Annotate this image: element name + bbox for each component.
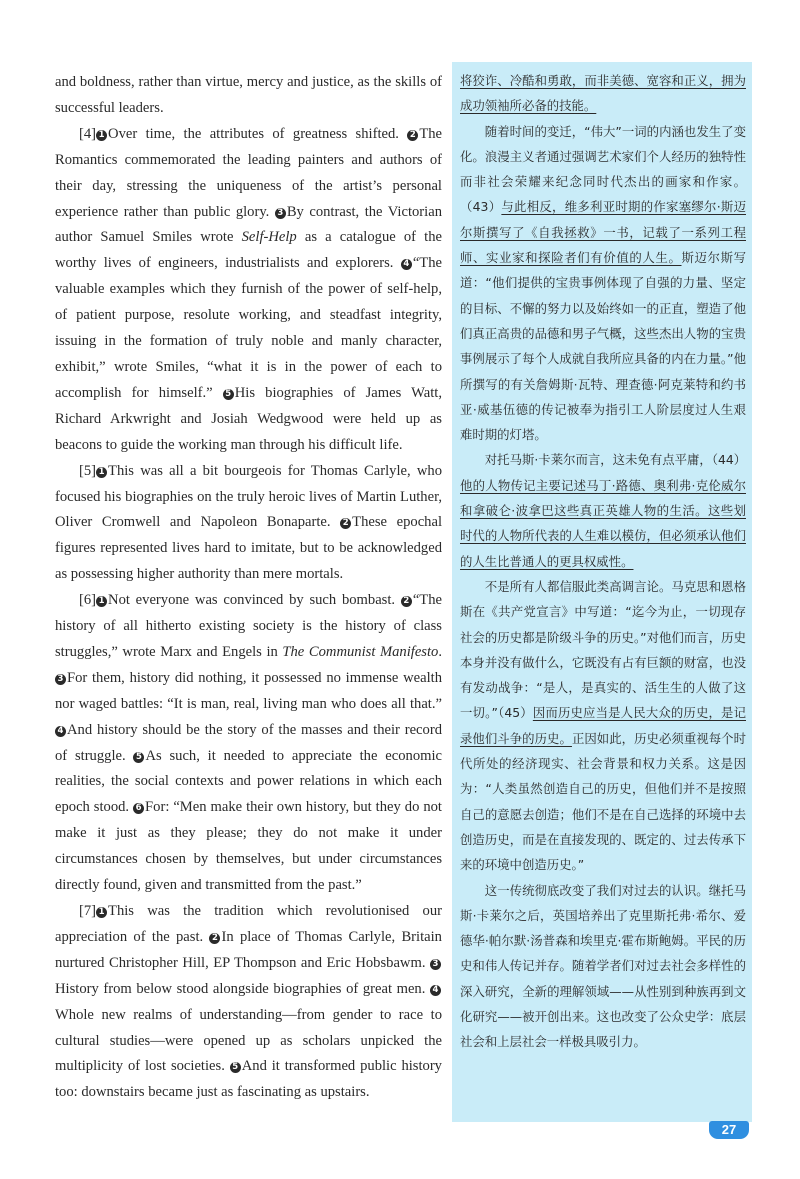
book-title: The Communist Manifesto xyxy=(282,643,439,660)
sentence: His biographies of James Watt, Richard Arkwright and Josiah Wedgwood were held up as beacons to guide the working man through his difficult life. xyxy=(55,384,442,453)
sentence-number-badge: 4 xyxy=(401,259,412,270)
paragraph-6 xyxy=(55,588,442,899)
sentence: This was the tradition which revolutionised our appreciation of the past. xyxy=(55,903,442,945)
paragraph-7 xyxy=(55,899,442,1106)
sentence-number-badge: 6 xyxy=(133,803,144,814)
sentence: For: “Men make their own history, but they do not make it just as they please; they do not make it under circumstances chosen by themselves, but under circumstances directly found, given and transmitted from the past.” xyxy=(55,799,442,894)
sentence-number-badge: 5 xyxy=(230,1062,241,1073)
sentence: These epochal figures represented lives hard to imitate, but to be acknowledged as possessing higher authority than mere mortals. xyxy=(55,514,443,583)
sentence-number-badge: 5 xyxy=(133,752,144,763)
paragraph-marker: [7] xyxy=(79,903,97,919)
sentence: The Romantics commemorated the leading painters and authors of their day, stressing the uniqueness of the artist’s personal experience rather than public glory. xyxy=(55,125,443,220)
sentence: This was all a bit bourgeois for Thomas Carlyle, who focused his biographies on the truly heroic lives of Martin Luther, Oliver Cromwell and Napoleon Bonaparte. xyxy=(55,462,442,531)
sentence-number-badge: 3 xyxy=(55,674,66,685)
sentence-number-badge: 4 xyxy=(430,985,441,996)
sentence: For them, history did nothing, it possessed no immense wealth nor waged battles: “It is man, real, living man who does all that.” xyxy=(55,669,442,712)
page-number-badge: 27 xyxy=(709,1121,749,1139)
underlined-translation: 他的人物传记主要记述马丁·路德、奥利弗·克伦威尔和拿破仑·波拿巴这些真正英雄人物的生活。这些划时代的人物所代表的人生难以模仿，但必须承认他们的人生比普通人的更具权威性。 xyxy=(460,477,746,569)
translation-paragraph xyxy=(460,119,746,448)
paragraph-4 xyxy=(55,122,442,459)
paragraph-marker: [6] xyxy=(79,592,97,609)
translation-text: 斯迈尔斯写道：“他们提供的宝贵事例体现了自强的力量、坚定的目标、不懈的努力以及始终如一的正直，塑造了他们真正高贵的品德和男子气概，这些杰出人物的宝贵事例展示了每个人成就自我所应具备的内在力量。”他所撰写的有关詹姆斯·瓦特、理查德·阿克莱特和约书亚·威基伍德的传记被奉为指引工人阶层度过人生艰难时期的灯塔。 xyxy=(460,250,747,443)
sentence: As such, it needed to appreciate the economic realities, the social contexts and power relations in which each epoch stood. xyxy=(55,747,442,816)
english-column xyxy=(55,70,442,1106)
underlined-translation: 将狡诈、冷酷和勇敢，而非美德、宽容和正义，拥为成功领袖所必备的技能。 xyxy=(460,73,746,114)
sentence: . xyxy=(438,643,442,660)
chinese-translation-panel xyxy=(452,62,752,1122)
sentence-number-badge: 1 xyxy=(96,596,107,607)
paragraph-marker: [5] xyxy=(79,462,97,479)
translation-paragraph xyxy=(460,878,746,1055)
sentence-number-badge: 4 xyxy=(55,726,66,737)
underlined-translation: 与此相反，维多利亚时期的作家塞缪尔·斯迈尔斯撰写了《自我拯救》一书，记载了一系列工程师、实业家和探险者们有价值的人生。 xyxy=(460,199,746,266)
sentence-number-badge: 2 xyxy=(407,130,418,141)
underlined-translation: 因而历史应当是人民大众的历史，是记录他们斗争的历史。 xyxy=(460,705,746,746)
sentence-number-badge: 3 xyxy=(275,208,286,219)
translation-text: 不是所有人都信服此类高调言论。马克思和恩格斯在《共产党宣言》中写道：“迄今为止，一切现存社会的历史都是阶级斗争的历史。”对他们而言，历史本身并没有做什么，它既没有占有巨额的财富，也没有发动战争：“是人，是真实的、活生生的人做了这一切。”（45） xyxy=(460,578,746,721)
sentence-number-badge: 1 xyxy=(96,467,107,478)
translation-text: 正因如此，历史必须重视每个时代所处的经济现实、社会背景和权力关系。这是因为：“人类虽然创造自己的历史，但他们并不是按照自己的意愿去创造；他们不是在自己选择的环境中去创造历史，而是在直接发现的、既定的、过去传承下来的环境中创造历史。” xyxy=(460,730,747,873)
sentence-number-badge: 2 xyxy=(401,596,412,607)
sentence: Whole new realms of understanding—from gender to race to cultural studies—were opened up as scholars unpicked the multiplicity of lost societies. xyxy=(55,1006,442,1075)
sentence: And it transformed public history too: downstairs became just as fascinating as upstairs. xyxy=(55,1058,442,1101)
sentence: And history should be the story of the masses and their record of struggle. xyxy=(55,721,442,764)
sentence: as a catalogue of the worthy lives of engineers, industrialists and explorers. xyxy=(55,229,442,272)
sentence: By contrast, the Victorian author Samuel Smiles wrote xyxy=(55,203,442,246)
sentence-number-badge: 1 xyxy=(96,907,107,918)
translation-text: 这一传统彻底改变了我们对过去的认识。继托马斯·卡莱尔之后，英国培养出了克里斯托弗·希尔、爱德华·帕尔默·汤普森和埃里克·霍布斯鲍姆。平民的历史和伟人传记并存。随着学者们对过去社会多样性的深入研究，全新的理解领域——从性别到种族再到文化研究——被开创出来。这也改变了公众史学：底层社会和上层社会一样极具吸引力。 xyxy=(460,882,746,1050)
sentence-number-badge: 2 xyxy=(340,518,351,529)
sentence: In place of Thomas Carlyle, Britain nurtured Christopher Hill, EP Thompson and Eric Hobsbawm. xyxy=(55,928,442,971)
sentence-number-badge: 5 xyxy=(223,389,234,400)
sentence: History from below stood alongside biographies of great men. xyxy=(55,980,426,997)
paragraph-5 xyxy=(55,459,442,589)
translation-paragraph xyxy=(460,447,746,573)
book-title: Self-Help xyxy=(241,229,297,246)
sentence: “The valuable examples which they furnish of the power of self-help, of patient purpose, resolute working, and steadfast integrity, issuing in the formation of truly noble and manly character, exhibit,” wrote Smiles, “what it is in the power of each to accomplish for himself.” xyxy=(55,255,442,401)
translation-paragraph xyxy=(460,68,746,119)
sentence-number-badge: 3 xyxy=(430,959,441,970)
paragraph-marker: [4] xyxy=(79,125,97,142)
sentence: Not everyone was convinced by such bombast. xyxy=(108,592,396,609)
translation-text: 对托马斯·卡莱尔而言，这未免有点平庸，（44） xyxy=(484,452,747,468)
sentence: Over time, the attributes of greatness shifted. xyxy=(108,125,399,142)
sentence-number-badge: 2 xyxy=(209,933,220,944)
sentence-number-badge: 1 xyxy=(96,130,107,141)
sentence: “The history of all hitherto existing society is the history of class struggles,” wrote Marx and Engels in xyxy=(55,592,442,660)
translation-text: 随着时间的变迁，“伟大”一词的内涵也发生了变化。浪漫主义者通过强调艺术家们个人经历的独特性而非社会荣耀来纪念同时代杰出的画家和作家。（43） xyxy=(460,123,746,215)
paragraph-intro: and boldness, rather than virtue, mercy and justice, as the skills of successful leaders. xyxy=(55,74,442,116)
translation-paragraph xyxy=(460,574,746,878)
